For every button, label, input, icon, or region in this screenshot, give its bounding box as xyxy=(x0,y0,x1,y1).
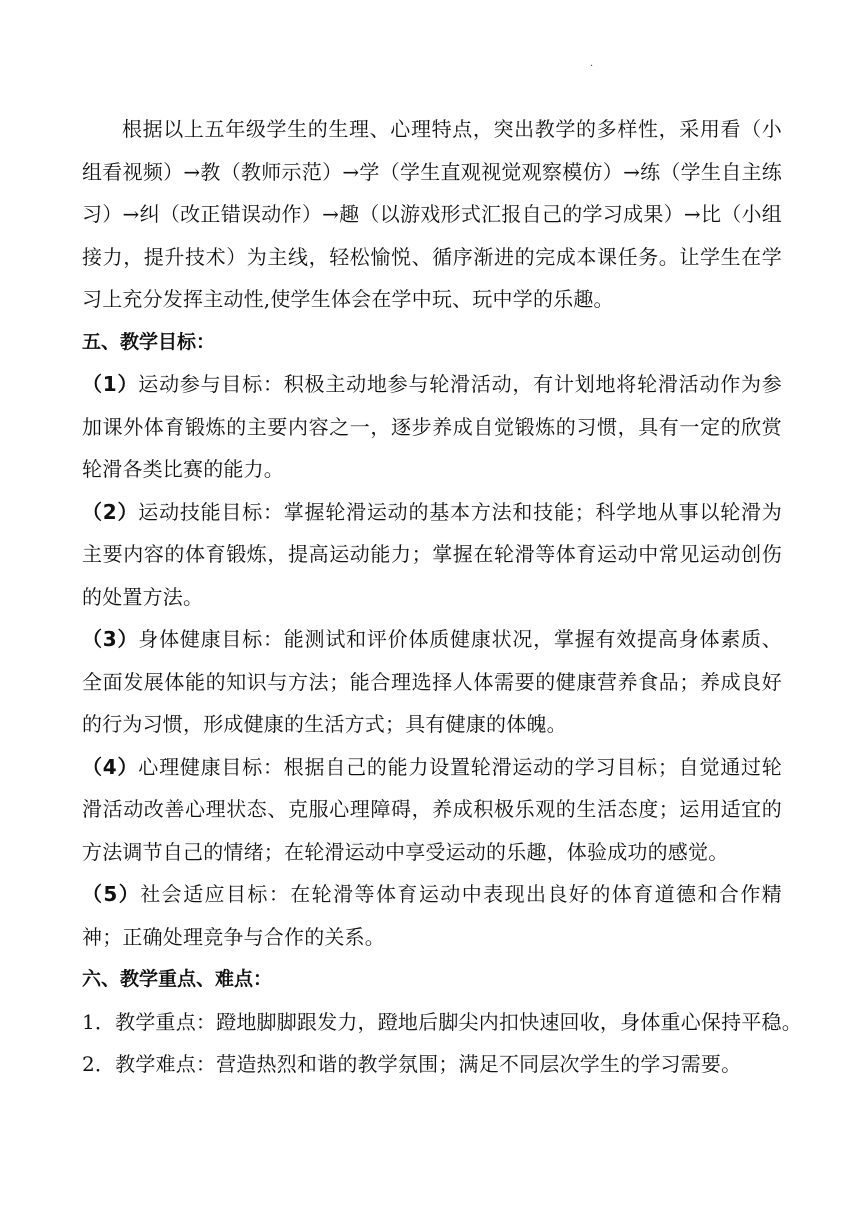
section-6-heading: 六、教学重点、难点： xyxy=(82,968,273,990)
goal-2 xyxy=(82,491,782,619)
goal-3-text: 身体健康目标：能测试和评价体质健康状况，掌握有效提高身体素质、全面发展体能的知识与方法；能合理选择人体需要的健康营养食品；养成良好的行为习惯，形成健康的生活方式；具有健康的体魄。 xyxy=(82,627,782,736)
goal-3 xyxy=(82,618,782,746)
key-point-item: 1．教学重点：蹬地脚脚跟发力，蹬地后脚尖内扣快速回收，身体重心保持平稳。 xyxy=(82,1009,802,1034)
goal-5-text: 社会适应目标：在轮滑等体育运动中表现出良好的体育道德和合作精神；正确处理竞争与合作的关系。 xyxy=(82,882,782,949)
difficulty-item: 2．教学难点：营造热烈和谐的教学氛围；满足不同层次学生的学习需要。 xyxy=(82,1052,742,1076)
page-mark: · xyxy=(590,61,594,72)
goal-1-number: （1） xyxy=(82,372,139,396)
goal-4 xyxy=(82,746,782,874)
goal-5 xyxy=(82,873,782,958)
goal-2-number: （2） xyxy=(82,499,139,524)
document-body xyxy=(82,108,802,1086)
goal-3-number: （3） xyxy=(82,627,139,651)
goal-4-number: （4） xyxy=(82,754,139,779)
goal-4-text: 心理健康目标：根据自己的能力设置轮滑运动的学习目标；自觉通过轮滑活动改善心理状态、克服心理障碍，养成积极乐观的生活态度；运用适宜的方法调节自己的情绪；在轮滑运动中享受运动的乐趣，体验成功的感觉。 xyxy=(82,754,782,864)
goal-1-text: 运动参与目标：积极主动地参与轮滑活动，有计划地将轮滑活动作为参加课外体育锻炼的主要内容之一，逐步养成自觉锻炼的习惯，具有一定的欣赏轮滑各类比赛的能力。 xyxy=(82,372,782,481)
goal-1 xyxy=(82,363,782,491)
intro-paragraph: 根据以上五年级学生的生理、心理特点，突出教学的多样性，采用看（小组看视频）→教（教师示范）→学（学生直观视觉观察模仿）→练（学生自主练习）→纠（改正错误动作）→趣（以游戏形式汇报自己的学习成果）→比（小组接力，提升技术）为主线，轻松愉悦、循序渐进的完成本课任务。让学生在学习上充分发挥主动性,使学生体会在学中玩、玩中学的乐趣。 xyxy=(82,117,782,311)
goal-5-number: （5） xyxy=(82,882,141,906)
goal-2-text: 运动技能目标：掌握轮滑运动的基本方法和技能；科学地从事以轮滑为主要内容的体育锻炼，提高运动能力；掌握在轮滑等体育运动中常见运动创伤的处置方法。 xyxy=(82,499,782,609)
section-5-heading: 五、教学目标： xyxy=(82,330,216,353)
